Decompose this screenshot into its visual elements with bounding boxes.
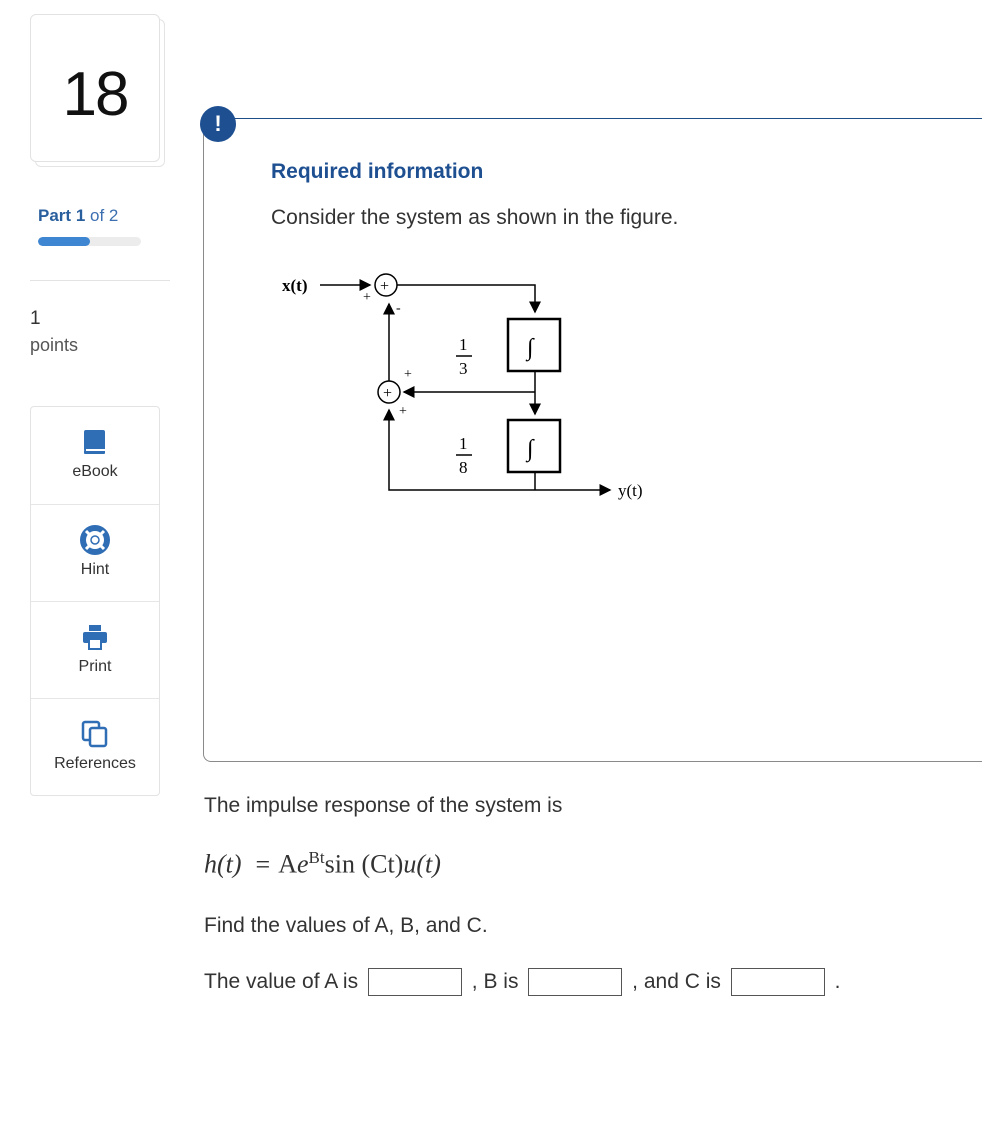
printer-icon: [80, 622, 110, 652]
integrator-1-symbol: ∫: [527, 335, 534, 361]
hint-button[interactable]: [31, 504, 159, 601]
sum-mid-plus-right: +: [404, 367, 412, 382]
part-indicator: [38, 206, 118, 226]
input-label: x(t): [282, 276, 308, 295]
gain-bottom-num: 1: [459, 434, 468, 453]
formula-lhs: h(t): [204, 849, 242, 879]
copy-pages-icon: [80, 719, 110, 749]
block-diagram: [270, 262, 670, 512]
required-info-text: Consider the system as shown in the figure.: [271, 206, 679, 229]
question-number-card: [30, 14, 160, 162]
gain-top-den: 3: [459, 359, 468, 378]
formula-equals: =: [255, 849, 271, 879]
gain-top-num: 1: [459, 335, 468, 354]
forward-path: [397, 285, 535, 312]
ebook-label: eBook: [72, 463, 118, 480]
formula-exponent: Bt: [308, 848, 325, 867]
answer-b-input[interactable]: [528, 968, 622, 996]
sum-top-minus-sign: -: [396, 301, 401, 316]
formula-sin: sin: [324, 849, 355, 879]
output-label: y(t): [618, 481, 643, 500]
print-button[interactable]: [31, 601, 159, 698]
c-label: , and C is: [632, 970, 721, 993]
lifebuoy-icon: [80, 525, 110, 555]
prompt-intro: The impulse response of the system is: [204, 794, 563, 817]
sum-mid-plus-bottom: +: [399, 404, 407, 419]
references-button[interactable]: [31, 698, 159, 795]
formula-A: A: [278, 849, 297, 879]
part-progress-bar: [38, 237, 141, 246]
book-icon: [80, 427, 110, 457]
print-label: Print: [78, 658, 112, 675]
b-label: , B is: [471, 970, 519, 993]
integrator-2: [508, 420, 560, 472]
part-progress-fill: [38, 237, 90, 246]
part-total: of 2: [90, 206, 119, 225]
part-current: 1: [75, 206, 86, 225]
answer-c-input[interactable]: [731, 968, 825, 996]
sum-mid-symbol: +: [383, 385, 393, 402]
hint-label: Hint: [80, 561, 110, 578]
question-number: 18: [62, 60, 128, 129]
references-label: References: [54, 755, 136, 772]
divider: [30, 280, 170, 281]
points-label: points: [30, 335, 79, 355]
answer-a-input[interactable]: [368, 968, 462, 996]
sum-top-plus-sign: +: [363, 290, 371, 305]
answer-line: [204, 968, 840, 1002]
integrator-1: [508, 319, 560, 371]
sum-top-symbol: +: [380, 278, 390, 295]
a-label: The value of A is: [204, 970, 359, 993]
ebook-button[interactable]: [31, 407, 159, 503]
gain-bottom-den: 8: [459, 458, 468, 477]
formula-u: u(t): [403, 849, 441, 879]
part-word: Part: [38, 206, 72, 225]
impulse-response-formula: [204, 848, 441, 880]
formula-e: e: [297, 849, 309, 879]
prompt-find: Find the values of A, B, and C.: [204, 914, 488, 937]
points-value: 1: [30, 308, 41, 329]
tools-panel: [30, 406, 160, 796]
period: .: [834, 970, 841, 993]
required-info-title: Required information: [271, 160, 484, 183]
formula-arg: (Ct): [361, 849, 404, 879]
alert-icon: !: [200, 106, 236, 142]
integrator-2-symbol: ∫: [527, 436, 534, 462]
